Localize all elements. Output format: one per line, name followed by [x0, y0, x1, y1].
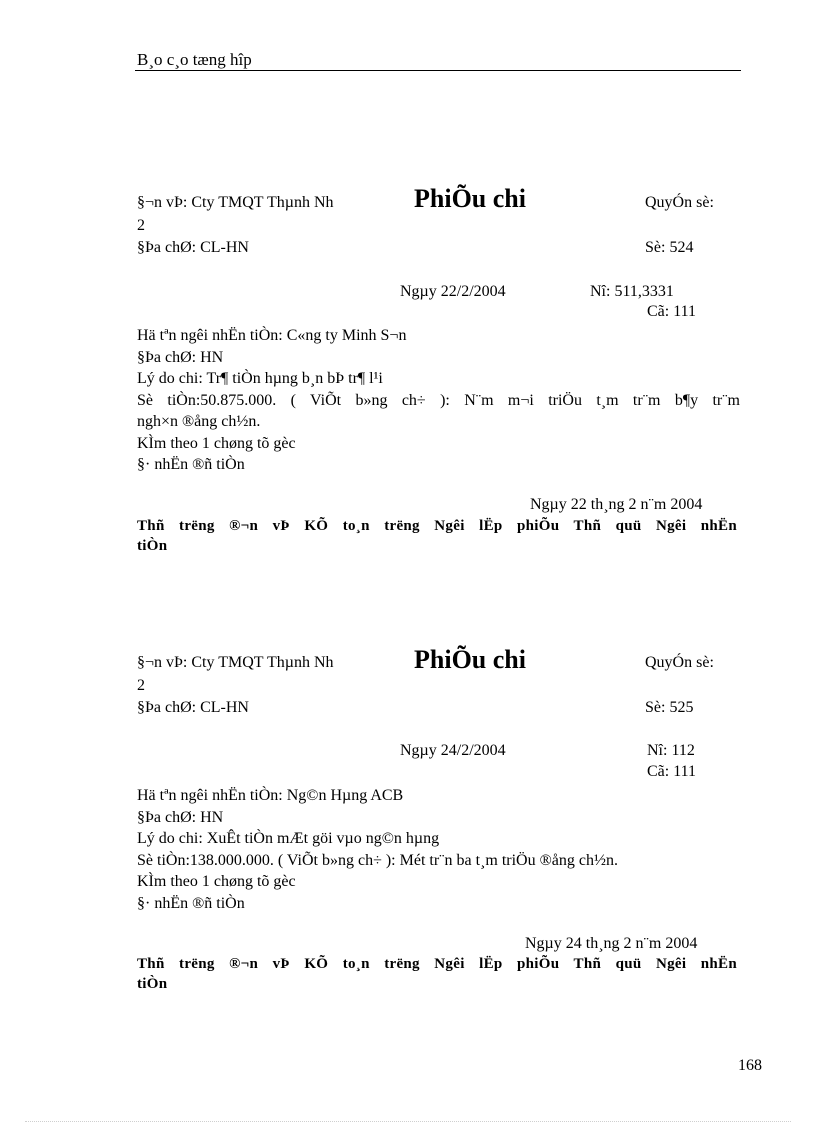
- voucher-1-recipient: Hä tªn ngêi nhËn tiÒn: C«ng ty Minh S¬n: [137, 327, 407, 344]
- voucher-2-address: §Þa chØ: CL-HN: [137, 699, 249, 716]
- voucher-1-recipient-address: §Þa chØ: HN: [137, 348, 224, 366]
- voucher-1-address: §Þa chØ: CL-HN: [137, 239, 249, 256]
- voucher-1-date: Ngµy 22/2/2004: [400, 283, 506, 300]
- voucher-2-amount: Sè tiÒn:138.000.000. ( ViÕt b»ng ch÷ ): Mét tr¨n ba t¸m triÖu ®ång ch½n.: [137, 851, 618, 869]
- voucher-1-title: PhiÕu chi: [414, 184, 526, 213]
- voucher-2-number: Sè: 525: [645, 699, 694, 716]
- voucher-2-signatures: Thñ trëng ®¬n vÞ KÕ to¸n trëng Ngêi lËp phiÕu Thñ quü Ngêi nhËn: [137, 956, 737, 972]
- voucher-1-signatures: Thñ trëng ®¬n vÞ KÕ to¸n trëng Ngêi lËp phiÕu Thñ quü Ngêi nhËn: [137, 518, 737, 534]
- voucher-2-title: PhiÕu chi: [414, 645, 526, 674]
- voucher-1-sign-date: Ngµy 22 th¸ng 2 n¨m 2004: [530, 496, 703, 513]
- voucher-1-signatures-cont: tiÒn: [137, 538, 168, 554]
- voucher-1-number: Sè: 524: [645, 239, 694, 256]
- voucher-2-signatures-cont: tiÒn: [137, 976, 168, 992]
- voucher-1-book-no-cont: 2: [137, 217, 145, 234]
- voucher-2-book-no: QuyÓn sè:: [645, 654, 714, 671]
- voucher-1-book-no: QuyÓn sè:: [645, 194, 714, 211]
- voucher-1-credit: Cã: 111: [647, 303, 697, 320]
- report-header-title: B¸o c¸o tæng hîp: [137, 50, 252, 69]
- voucher-2-unit: §¬n vÞ: Cty TMQT Thµnh Nh: [137, 654, 334, 671]
- voucher-2-received: §· nhËn ®ñ tiÒn: [137, 894, 245, 912]
- voucher-1-debit: Nî: 511,3331: [590, 283, 674, 300]
- voucher-2-sign-date: Ngµy 24 th¸ng 2 n¨m 2004: [525, 935, 698, 952]
- voucher-1-amount: Sè tiÒn:50.875.000. ( ViÕt b»ng ch÷ ): N¨m m¬i triÖu t¸m tr¨m b¶y tr¨m: [137, 391, 740, 409]
- header-rule: [135, 70, 741, 71]
- voucher-2-attachment: KÌm theo 1 chøng tõ gèc: [137, 873, 296, 890]
- voucher-1-unit: §¬n vÞ: Cty TMQT Thµnh Nh: [137, 194, 334, 211]
- voucher-1-received: §· nhËn ®ñ tiÒn: [137, 456, 245, 473]
- voucher-2-debit: Nî: 112: [647, 742, 695, 759]
- voucher-2-book-no-cont: 2: [137, 677, 145, 694]
- voucher-2-date: Ngµy 24/2/2004: [400, 742, 506, 759]
- voucher-2-recipient: Hä tªn ngêi nhËn tiÒn: Ng©n Hµng ACB: [137, 787, 404, 804]
- voucher-2-recipient-address: §Þa chØ: HN: [137, 808, 224, 826]
- voucher-2-reason: Lý do chi: XuÊt tiÒn mÆt göi vµo ng©n hµng: [137, 830, 440, 847]
- voucher-1-amount-cont: ngh×n ®ång ch½n.: [137, 413, 261, 430]
- footer-dotted-rule: [25, 1121, 791, 1122]
- voucher-1-attachment: KÌm theo 1 chøng tõ gèc: [137, 434, 296, 452]
- voucher-1-reason: Lý do chi: Tr¶ tiÒn hµng b¸n bÞ tr¶ l¹i: [137, 370, 383, 387]
- voucher-2-body: [137, 785, 740, 914]
- page-number: 168: [738, 1057, 762, 1074]
- voucher-1-body: [137, 325, 740, 476]
- voucher-2-credit: Cã: 111: [647, 763, 697, 780]
